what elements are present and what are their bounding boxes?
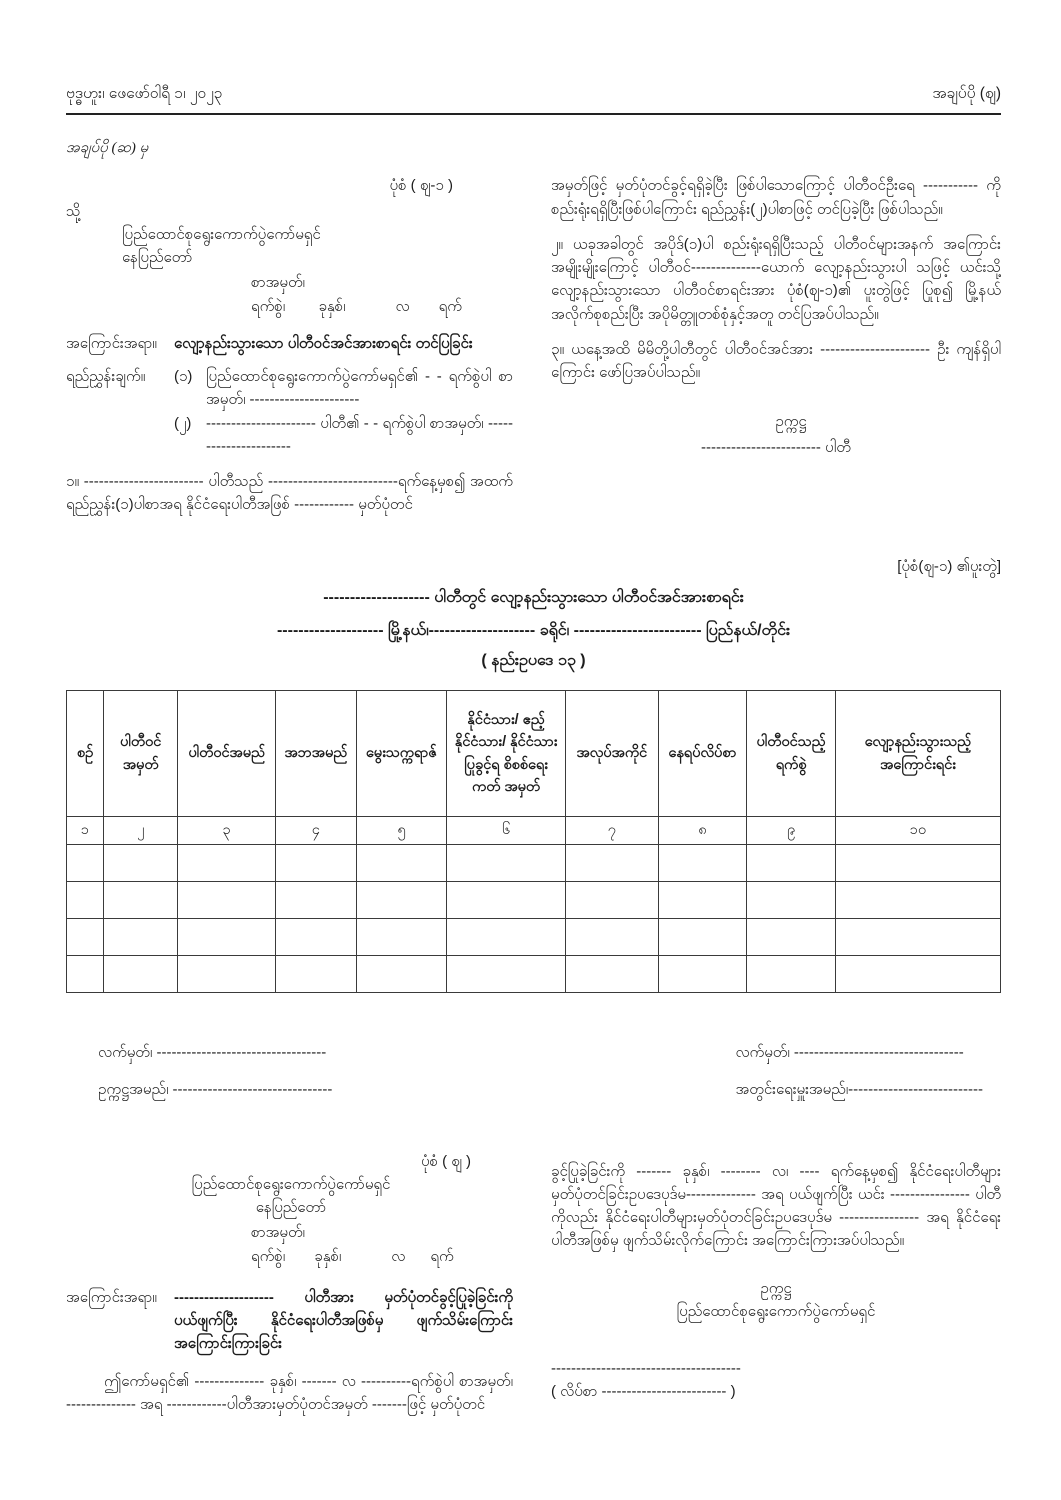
table-row	[67, 845, 1001, 882]
header-date: ဗုဒ္ဓဟူး၊ ဖေဖော်ဝါရီ ၁၊ ၂၀၂၃	[66, 85, 223, 102]
table-cell	[276, 919, 356, 956]
attachment-signature-right	[735, 1027, 983, 1102]
form1-subject-text: လျော့နည်းသွားသော ပါတီဝင်အင်အားစာရင်း တင်ပြခြင်း	[174, 334, 473, 352]
col-header-reason: လျော့နည်းသွားသည့် အကြောင်းရင်း	[836, 691, 1001, 817]
form2-paragraph-left: ဤကော်မရှင်၏ -------------- ခုနှစ်၊ ------- လ ----------ရက်စွဲပါ စာအမှတ်၊ -------------- အရ ------------ပါတီအားမှတ်ပုံတင်အမှတ် -------ဖြင့် မှတ်ပုံတင်	[66, 1372, 513, 1413]
form1-to-label: သို့	[66, 202, 81, 220]
table-cell	[836, 956, 1001, 993]
table-cell	[356, 956, 447, 993]
column-number-row	[67, 817, 1001, 845]
table-cell	[356, 882, 447, 919]
table-cell	[747, 919, 836, 956]
attachment-title-line3: ( နည်းဥပဒေ ၁၃ )	[481, 652, 586, 670]
form2-org-line1: ပြည်ထောင်စုရွေးကောက်ပွဲကော်မရှင်	[191, 1175, 391, 1193]
header-page-label: အချပ်ပို (ဈ)	[932, 85, 1001, 102]
form1-paragraph-1-continued: အမှတ်ဖြင့် မှတ်ပုံတင်ခွင့်ရရှိခဲ့ပြီး ဖြစ်ပါသောကြောင့် ပါတီဝင်ဦးရေ ----------- ကို စည်းရုံးရရှိပြီးဖြစ်ပါကြောင်း ရည်ညွှန်း(၂)ပါစာဖြင့် တင်ပြခဲ့ပြီး ဖြစ်ပါသည်။	[551, 177, 1001, 218]
form1-right-column	[551, 160, 1001, 516]
form1-number: ပုံစံ ( ဈ-၁ )	[389, 177, 453, 195]
form2-section	[66, 1150, 1001, 1417]
form1-subject	[66, 332, 513, 355]
table-cell	[178, 956, 276, 993]
col-number: ၇	[565, 817, 658, 845]
table-cell	[67, 956, 104, 993]
form1-reference-2-no: (၂)	[174, 414, 192, 432]
chairman-name-line: ဥက္ကဋ္ဌအမည်၊ --------------------------------	[98, 1081, 333, 1099]
form1-signature-block	[551, 410, 1001, 459]
table-cell	[565, 956, 658, 993]
form1-reference-1-no: (၁)	[174, 368, 193, 386]
table-cell	[447, 919, 566, 956]
form2-org-line2: နေပြည်တော်	[255, 1199, 327, 1217]
col-header-father-name: အဘအမည်	[276, 691, 356, 817]
table-cell	[658, 919, 747, 956]
table-cell	[565, 919, 658, 956]
form1-signature-line: ------------------------ ပါတီ	[701, 438, 851, 456]
col-header-address: နေရပ်လိပ်စာ	[658, 691, 747, 817]
form1-date-line: ရက်စွဲ၊ ခုနှစ်၊ လ ရက်	[251, 297, 462, 315]
form2-signature-org: ပြည်ထောင်စုရွေးကောက်ပွဲကော်မရှင်	[676, 1302, 876, 1320]
continued-from-label: အချပ်ပို (ဆ) မှ	[66, 140, 149, 157]
table-cell	[104, 845, 178, 882]
member-roster-table	[66, 690, 1001, 993]
col-number: ၂	[104, 817, 178, 845]
table-cell	[447, 956, 566, 993]
form2-date-line: ရက်စွဲ၊ ခုနှစ်၊ လ ရက်	[251, 1247, 454, 1265]
table-cell	[747, 882, 836, 919]
attachment-title-line1: -------------------- ပါတီတွင် လျော့နည်းသွားသော ပါတီဝင်အင်အားစာရင်း	[323, 588, 744, 606]
table-cell	[356, 919, 447, 956]
table-cell	[447, 845, 566, 882]
col-header-birth-date: မွေးသက္ကရာဇ်	[356, 691, 447, 817]
table-cell	[565, 882, 658, 919]
form1-recipient-line1: ပြည်ထောင်စုရွေးကောက်ပွဲကော်မရှင်	[122, 225, 321, 243]
form1-paragraph-2: ၂။ ယခုအခါတွင် အပိုဒ်(၁)ပါ စည်းရုံးရရှိပြီးသည့် ပါတီဝင်များအနက် အကြောင်းအမျိုးမျိုးကြောင့် ပါတီဝင်--------------ယောက် လျော့နည်းသွားပါ သဖြင့် ယင်းသို့လျော့နည်းသွားသော ပါတီဝင်စာရင်းအား ပုံစံ(ဈ-၁)၏ ပူးတွဲဖြင့် ပြုစု၍ မြို့နယ်အလိုက်စုစည်းပြီး အပိုမိတ္တူတစ်စုံနှင့်အတူ တင်ပြအပ်ပါသည်။	[551, 235, 1001, 323]
form1-letter-no: စာအမှတ်၊	[251, 274, 305, 292]
form2-right-column	[551, 1150, 1001, 1417]
col-number: ၉	[747, 817, 836, 845]
table-cell	[658, 845, 747, 882]
col-header-member-number: ပါတီဝင် အမှတ်	[104, 691, 178, 817]
header-rule	[66, 113, 1001, 115]
form1-reference-1	[174, 365, 513, 412]
table-cell	[276, 956, 356, 993]
form1-section	[66, 160, 1001, 516]
table-cell	[836, 845, 1001, 882]
form2-signature-block	[551, 1277, 1001, 1324]
col-header-nrc-number: နိုင်ငံသား/ ဧည့်နိုင်ငံသား/ နိုင်ငံသားပြုခွင့်ရ စိစစ်ရေးကတ် အမှတ်	[447, 691, 566, 817]
table-cell	[178, 882, 276, 919]
col-number: ၆	[447, 817, 566, 845]
form2-address-line1: --------------------------------------	[551, 1360, 741, 1378]
table-cell	[836, 882, 1001, 919]
form1-left-column	[66, 160, 513, 516]
table-row	[67, 956, 1001, 993]
form2-left-column	[66, 1150, 513, 1417]
form1-references	[66, 365, 513, 458]
table-cell	[447, 882, 566, 919]
table-cell	[104, 956, 178, 993]
col-header-occupation: အလုပ်အကိုင်	[565, 691, 658, 817]
form2-letter-no: စာအမှတ်၊	[251, 1224, 305, 1242]
col-number: ၃	[178, 817, 276, 845]
form2-subject	[66, 1286, 513, 1356]
form2-signature-title: ဥက္ကဋ္ဌ	[760, 1279, 792, 1297]
form1-reference-2-text: ---------------------- ပါတီ၏ - - ရက်စွဲပါ စာအမှတ်၊ ----------------------	[206, 414, 513, 455]
form2-number: ပုံစံ ( ဈ )	[420, 1152, 471, 1170]
table-cell	[178, 919, 276, 956]
form1-paragraph-1-left: ၁။ ------------------------ ပါတီသည် --------------------------ရက်နေ့မှစ၍ အထက်ရည်ညွှန်း(၁)ပါစာအရ နိုင်ငံရေးပါတီအဖြစ် ------------ မှတ်ပုံတင်	[66, 473, 513, 514]
table-cell	[276, 845, 356, 882]
table-cell	[747, 845, 836, 882]
form2-address-block	[551, 1357, 1001, 1404]
table-cell	[356, 845, 447, 882]
secretary-name-line: အတွင်းရေးမှူးအမည်၊---------------------------	[735, 1081, 983, 1099]
table-row	[67, 882, 1001, 919]
table-cell	[67, 845, 104, 882]
col-number: ၅	[356, 817, 447, 845]
table-row	[67, 919, 1001, 956]
table-cell	[67, 919, 104, 956]
page-header	[66, 82, 1001, 106]
form2-subject-label: အကြောင်းအရာ။	[66, 1288, 157, 1306]
col-header-member-name: ပါတီဝင်အမည်	[178, 691, 276, 817]
col-header-serial: စဉ်	[67, 691, 104, 817]
form2-subject-text: -------------------- ပါတီအား မှတ်ပုံတင်ခွင့်ပြုခဲ့ခြင်းကို ပယ်ဖျက်ပြီး နိုင်ငံရေးပါတီအဖြစ်မှ ဖျက်သိမ်းကြောင်း အကြောင်းကြားခြင်း	[174, 1288, 513, 1353]
table-cell	[565, 845, 658, 882]
chairman-signature-line: လက်မှတ်၊ ----------------------------------	[98, 1044, 327, 1062]
table-header-row	[67, 691, 1001, 817]
form1-reference-2	[174, 412, 513, 459]
col-header-join-date: ပါတီဝင်သည့် ရက်စွဲ	[747, 691, 836, 817]
form1-recipient-line2: နေပြည်တော်	[122, 249, 193, 267]
col-number: ၄	[276, 817, 356, 845]
table-cell	[104, 919, 178, 956]
form1-paragraph-3: ၃။ ယနေ့အထိ မိမိတို့ပါတီတွင် ပါတီဝင်အင်အား ---------------------- ဦး ကျန်ရှိပါကြောင်း ဖော်ပြအပ်ပါသည်။	[551, 340, 1001, 382]
attachment-signature-left	[98, 1027, 332, 1102]
table-cell	[836, 919, 1001, 956]
form2-address-line2: ( လိပ်စာ ------------------------- )	[551, 1383, 736, 1401]
form1-reference-1-text: ပြည်ထောင်စုရွေးကောက်ပွဲကော်မရှင်၏ - - ရက်စွဲပါ စာအမှတ်၊ ----------------------	[206, 368, 513, 409]
form1-signature-title: ဥက္ကဋ္ဌ	[775, 413, 807, 431]
col-number: ၁၀	[836, 817, 1001, 845]
table-cell	[178, 845, 276, 882]
form1-subject-label: အကြောင်းအရာ။	[66, 334, 157, 352]
table-cell	[658, 956, 747, 993]
form2-paragraph-right: ခွင့်ပြုခဲ့ခြင်းကို ------- ခုနှစ်၊ -------- လ၊ ---- ရက်နေ့မှစ၍ နိုင်ငံရေးပါတီများ မှတ်ပုံတင်ခြင်းဥပဒေပုဒ်မ-------------- အရ ပယ်ဖျက်ပြီး ယင်း ---------------- ပါတီကိုလည်း နိုင်ငံရေးပါတီများမှတ်ပုံတင်ခြင်းဥပဒေပုဒ်မ ---------------- အရ နိုင်ငံရေးပါတီအဖြစ်မှ ဖျက်သိမ်းလိုက်ကြောင်း အကြောင်းကြားအပ်ပါသည်။	[551, 1162, 1001, 1250]
attachment-signature-row	[66, 1027, 1001, 1102]
table-cell	[658, 882, 747, 919]
col-number: ၈	[658, 817, 747, 845]
form1-reference-label: ရည်ညွှန်းချက်။	[66, 368, 146, 386]
secretary-signature-line: လက်မှတ်၊ ----------------------------------	[735, 1044, 964, 1062]
table-cell	[67, 882, 104, 919]
table-cell	[104, 882, 178, 919]
attachment-section	[66, 555, 1001, 1102]
col-number: ၁	[67, 817, 104, 845]
table-cell	[747, 956, 836, 993]
attachment-bracket-label: [ပုံစံ(ဈ-၁) ၏ပူးတွဲ]	[897, 557, 1001, 575]
table-cell	[276, 882, 356, 919]
attachment-title-line2: -------------------- မြို့နယ်၊-------------------- ခရိုင်၊ ------------------------ ပြည်နယ်/တိုင်း	[276, 621, 791, 639]
